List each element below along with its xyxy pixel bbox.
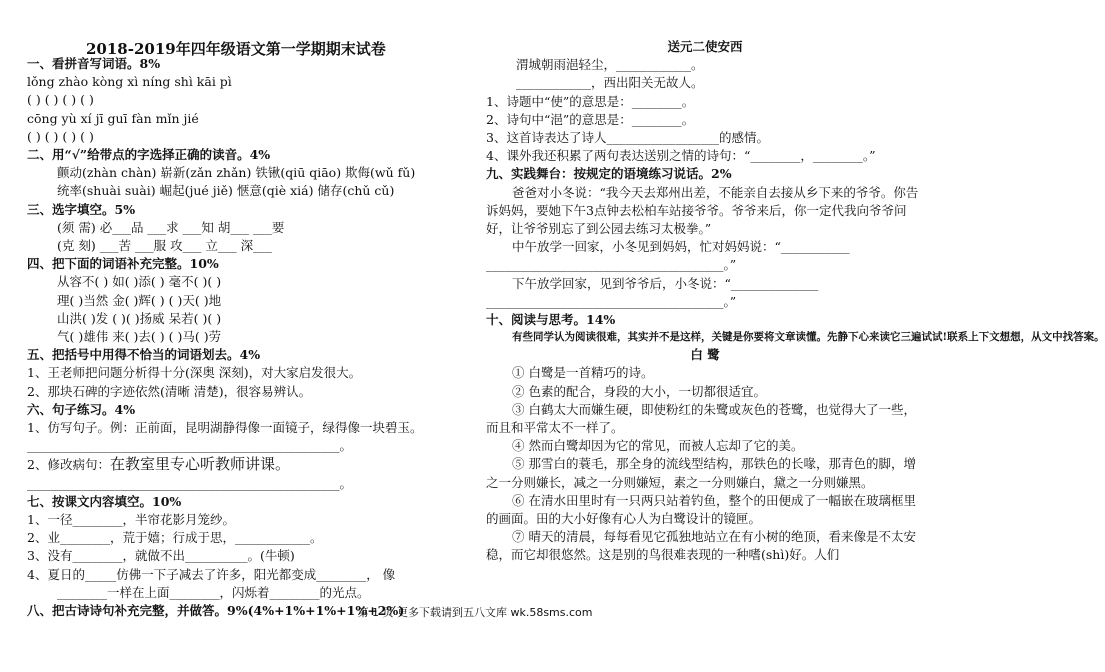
text-line [486,275,924,293]
line-text: 五、把括号中用得不恰当的词语划去。4% [27,347,261,363]
line-text: 下午放学回家，见到爷爷后，小冬说：“______________ [512,275,819,291]
line-text: ① 白鹭是一首精巧的诗。 [512,365,654,381]
section-heading [486,165,924,183]
text-line [27,328,467,346]
page-footer: 第 1 页 更多下载请到五八文库 wk.58sms.com [357,606,593,619]
line-text: 渭城朝雨浥轻尘，____________。 [516,57,704,73]
line-text: 1、王老师把问题分析得十分(深奥 深刻)，对大家启发很大。 [27,365,362,381]
section-heading [27,255,467,273]
line-text: 2、业________，荒于嬉；行成于思，____________。 [27,530,323,546]
line-text: 3、没有________，就做不出__________。(牛顿) [27,548,295,564]
text-line [27,73,467,91]
text-line [486,56,924,74]
line-text: ⑦ 晴天的清晨，每每看见它孤独地站立在有小树的绝顶，看来像是不太安稳，而它却很悠然。这是别的鸟很难表现的一种嗜(shì)好。人们 [486,529,916,563]
line-text: 颤动(zhàn chàn) 崭新(zǎn zhǎn) 铁锹(qiū qiāo) 欺侮(wǔ fǔ) [57,165,416,181]
line-text: 一、看拼音写词语。8% [27,56,161,71]
line-text: 二、用“√”给带点的字选择正确的读音。4% [27,147,271,163]
text-line [486,455,924,491]
line-text: (须 需) 必___品 ___求 ___知 胡___ ___要 [57,219,285,235]
line-text: __________________________________________________。 [27,475,353,491]
line-text: 2、修改病句： [27,457,110,473]
text-line [486,293,924,311]
text-line [486,74,924,92]
text-line [486,401,924,437]
text-line [486,38,924,56]
line-text: (克 刻) ___苦 ___服 攻___ 立___ 深___ [57,238,272,254]
text-line [486,437,924,455]
line-text: 白 鹭 [690,347,720,363]
text-line [486,329,1105,346]
text-line [27,292,467,310]
line-text: 气( )雄伟 来( )去( ) ( )马( )劳 [57,329,222,345]
line-text: ④ 然而白鹭却因为它的常见，而被人忘却了它的美。 [512,438,804,454]
text-line [27,219,467,237]
line-text: 4、课外我还积累了两句表达送别之情的诗句：“________，________。” [486,148,876,164]
line-text: 有些同学认为阅读很难，其实并不是这样，关键是你要将文章读懂。先静下心来读它三遍试试!联系上下文想想，从文中找答案。 [512,331,1105,344]
text-line [27,547,467,565]
line-text: ( ) ( ) ( ) ( ) [27,128,94,144]
line-text: 统率(shuài suài) 崛起(jué jiě) 惬意(qiè xiá) 储存(chǔ cǔ) [57,183,395,199]
line-text: cōng yù xí jī guī fàn mǐn jié [27,110,199,126]
text-line [27,364,467,382]
line-text: ⑥ 在清水田里时有一只两只站着钓鱼，整个的田便成了一幅嵌在玻璃框里的画面。田的大小好像有心人为白鹭设计的镜匣。 [486,492,916,527]
line-text: 1、诗题中“使”的意思是：________。 [486,93,695,109]
line-text: lǒng zhào kòng xì níng shì kāi pì [27,74,232,90]
text-line [27,529,467,547]
line-text: 1、仿写句子。例：正前面，昆明湖静得像一面镜子，绿得像一块碧玉。 [27,420,423,436]
text-line [27,584,467,602]
section-heading [27,401,467,419]
line-text: 三、选字填空。5% [27,201,136,217]
text-line [27,310,467,328]
line-text: ③ 白鹤太大而嫌生硬，即使粉红的朱鹭或灰色的苍鹭，也觉得大了一些，而且和平常太不一样了。 [486,401,916,436]
text-line [486,147,924,165]
text-line [27,566,467,584]
right-column [486,38,1105,565]
text-line [486,184,924,239]
line-text: 七、按课文内容填空。10% [27,493,182,509]
text-line [486,528,924,564]
line-text: __________________________________________________。 [27,438,353,454]
text-line [486,364,924,382]
section-heading [27,55,467,73]
line-text: 山洪( )发 ( )( )扬威 呆若( )( ) [57,310,222,326]
section-heading [27,201,467,219]
line-text: ______________________________________。” [486,257,737,273]
text-line [27,437,467,455]
line-text: 2、诗句中“浥”的意思是：________。 [486,111,695,127]
text-line [486,383,924,401]
line-text: ______________________________________。” [486,293,737,309]
line-text: 送元二使安西 [667,39,743,54]
line-text: 2、那块石碑的字迹依然(清晰 清楚)，很容易辨认。 [27,383,312,399]
text-line [27,164,467,182]
line-text: 八、把古诗诗句补充完整，并做答。9%(4%+1%+1%+1%+2%) [27,603,405,619]
text-line [27,475,467,493]
text-line [486,346,924,364]
line-text: ( ) ( ) ( ) ( ) [27,92,94,108]
text-line [27,237,467,255]
text-line [27,419,467,437]
section-heading [27,346,467,364]
line-text: 3、这首诗表达了诗人__________________的感情。 [486,130,769,146]
text-line [27,273,467,291]
text-line [27,511,467,529]
text-line [486,111,924,129]
line-text: ________一样在上面________，闪烁着________的光点。 [57,584,370,600]
text-line [27,128,467,146]
text-line [486,93,924,111]
line-text: ② 色素的配合，身段的大小，一切都很适宜。 [512,383,766,399]
line-text: 六、句子练习。4% [27,401,136,417]
text-line [27,182,467,200]
section-heading [27,146,467,164]
line-text: 十、阅读与思考。14% [486,312,616,328]
line-text: 中午放学一回家，小冬见到妈妈，忙对妈妈说：“___________ [512,239,850,255]
section-heading [27,493,467,511]
line-text: 从容不( ) 如( )添( ) 毫不( )( ) [57,274,222,290]
left-column [27,55,467,620]
text-line [27,455,467,474]
line-text: 1、一径________，半帘花影月笼纱。 [27,512,235,528]
text-line [27,110,467,128]
text-line [486,256,924,274]
line-text: 爸爸对小冬说：“我今天去郑州出差，不能亲自去接从乡下来的爷爷。你告诉妈妈，要她下午3点钟去松柏车站接爷爷。爷爷来后，你一定代我向爷爷问好，让爷爷别忘了到公园去练习太极拳。” [486,184,919,237]
line-text: ⑤ 那雪白的蓑毛，那全身的流线型结构，那铁色的长喙，那青色的脚，增之一分则嫌长，减之一分则嫌短，素之一分则嫌白，黛之一分则嫌黑。 [486,456,916,490]
text-line [486,238,924,256]
text-line [486,492,924,528]
line-text: 4、夏日的_____仿佛一下子减去了许多，阳光都变成________， 像 [27,566,396,582]
section-heading [486,311,924,329]
line-text: ____________，西出阳关无故人。 [516,75,704,91]
line-text: 九、实践舞台：按规定的语境练习说话。2% [486,166,732,182]
line-text: 理( )当然 金( )辉( ) ( )天( )地 [57,292,222,308]
line-text: 四、把下面的词语补充完整。10% [27,256,219,272]
text-line [27,91,467,109]
text-line [27,383,467,401]
text-line [486,129,924,147]
page-title: 2018-2019年四年级语文第一学期期末试卷 [86,40,386,58]
sentence-to-fix: 在教室里专心听教师讲课。 [109,455,290,474]
